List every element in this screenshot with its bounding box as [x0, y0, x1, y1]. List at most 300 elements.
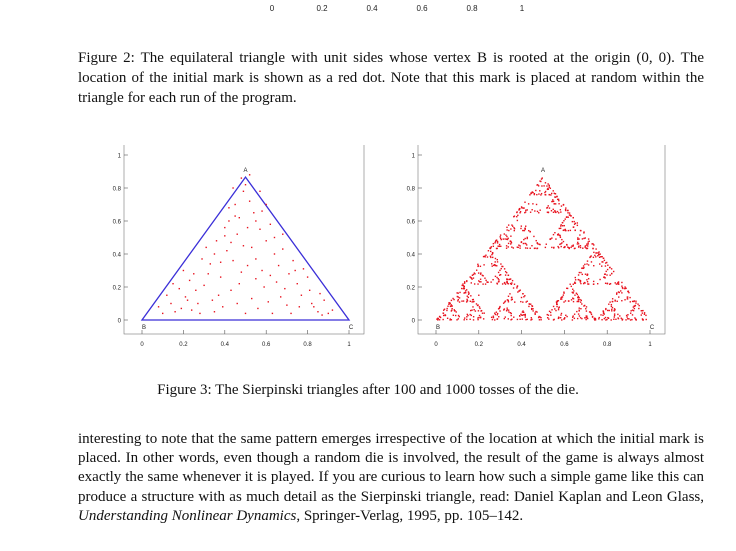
data-point [558, 247, 559, 248]
data-point [481, 310, 482, 311]
data-point [491, 263, 492, 264]
data-point [261, 270, 262, 271]
data-point [461, 288, 462, 289]
data-point [630, 310, 631, 311]
data-point [292, 260, 293, 261]
data-point [498, 281, 499, 282]
data-point [497, 261, 498, 262]
data-point [195, 290, 196, 291]
data-point [521, 241, 522, 242]
data-point [601, 319, 602, 320]
data-point [558, 309, 559, 310]
data-point [517, 319, 518, 320]
data-point [274, 237, 275, 238]
data-point [564, 225, 565, 226]
data-point [500, 274, 501, 275]
data-point [469, 319, 470, 320]
data-point [474, 272, 475, 273]
data-point [547, 314, 548, 315]
data-point [508, 296, 509, 297]
data-point [474, 283, 475, 284]
data-point [522, 207, 523, 208]
data-point [249, 174, 250, 175]
data-point [528, 230, 529, 231]
data-point [618, 291, 619, 292]
data-point [479, 308, 480, 309]
data-point [520, 301, 521, 302]
data-point [609, 284, 610, 285]
data-point [532, 192, 533, 193]
data-point [614, 316, 615, 317]
data-point [457, 300, 458, 301]
data-point [600, 314, 601, 315]
data-point [572, 221, 573, 222]
data-point [513, 287, 514, 288]
data-point [311, 303, 312, 304]
data-point [561, 239, 562, 240]
data-point [301, 295, 302, 296]
data-point [540, 194, 541, 195]
data-point [605, 265, 606, 266]
data-point [574, 224, 575, 225]
data-point [505, 271, 506, 272]
data-point [627, 318, 628, 319]
data-point [563, 318, 564, 319]
vertex-label-c: C [348, 325, 354, 331]
data-point [547, 188, 548, 189]
data-point [572, 319, 573, 320]
data-point [462, 285, 463, 286]
data-point [520, 228, 521, 229]
data-point [641, 310, 642, 311]
data-point [583, 231, 584, 232]
data-point [645, 315, 646, 316]
data-point [530, 212, 531, 213]
data-point [530, 193, 531, 194]
data-point [536, 194, 537, 195]
data-point [554, 308, 555, 309]
data-point [518, 244, 519, 245]
data-point [615, 319, 616, 320]
data-point [574, 248, 575, 249]
data-point [508, 318, 509, 319]
data-point [510, 240, 511, 241]
data-point [490, 256, 491, 257]
data-point [566, 288, 567, 289]
data-point [479, 315, 480, 316]
data-point [313, 306, 314, 307]
data-point [532, 308, 533, 309]
data-point [584, 317, 585, 318]
y-tick-label: 0.6 [406, 219, 415, 226]
data-point [558, 200, 559, 201]
data-point [609, 275, 610, 276]
data-point [579, 234, 580, 235]
data-point [499, 246, 500, 247]
data-point [507, 281, 508, 282]
data-point [482, 313, 483, 314]
data-point [593, 265, 594, 266]
data-point [172, 283, 173, 284]
data-point [496, 265, 497, 266]
data-point [508, 301, 509, 302]
data-point [255, 278, 256, 279]
data-point [580, 301, 581, 302]
data-point [487, 282, 488, 283]
data-point [497, 242, 498, 243]
data-point [560, 314, 561, 315]
data-point [569, 284, 570, 285]
vertex-label-c: C [649, 325, 655, 331]
data-point [504, 268, 505, 269]
data-point [466, 281, 467, 282]
data-point [585, 274, 586, 275]
data-point [467, 300, 468, 301]
data-point [587, 241, 588, 242]
data-point [482, 283, 483, 284]
data-point [478, 310, 479, 311]
data-point [205, 247, 206, 248]
data-point [510, 228, 511, 229]
data-point [534, 210, 535, 211]
data-point [496, 248, 497, 249]
data-point [627, 298, 628, 299]
data-point [446, 310, 447, 311]
data-point [307, 276, 308, 277]
data-point [593, 252, 594, 253]
data-point [527, 238, 528, 239]
data-point [538, 193, 539, 194]
data-point [617, 283, 618, 284]
data-point [549, 311, 550, 312]
data-point [575, 277, 576, 278]
data-point [497, 314, 498, 315]
data-point [255, 220, 256, 221]
data-point [577, 242, 578, 243]
data-point [507, 238, 508, 239]
top-tick: 0.2 [316, 4, 328, 13]
data-point [189, 280, 190, 281]
data-point [511, 313, 512, 314]
data-point [583, 283, 584, 284]
data-point [599, 253, 600, 254]
data-point [185, 296, 186, 297]
data-point [560, 237, 561, 238]
data-point [214, 253, 215, 254]
data-point [443, 312, 444, 313]
data-point [531, 209, 532, 210]
data-point [646, 319, 647, 320]
data-point [471, 282, 472, 283]
data-point [593, 284, 594, 285]
data-point [491, 317, 492, 318]
data-point [568, 230, 569, 231]
data-point [439, 319, 440, 320]
y-tick-label: 0 [117, 318, 121, 325]
data-point [580, 283, 581, 284]
top-tick: 0.4 [366, 4, 378, 13]
data-point [604, 260, 605, 261]
data-point [505, 274, 506, 275]
data-point [447, 306, 448, 307]
data-point [527, 209, 528, 210]
data-point [512, 280, 513, 281]
data-point [506, 236, 507, 237]
data-point [517, 215, 518, 216]
data-point [162, 313, 163, 314]
data-point [591, 314, 592, 315]
data-point [583, 268, 584, 269]
data-point [473, 309, 474, 310]
data-point [524, 238, 525, 239]
data-point [263, 286, 264, 287]
data-point [588, 243, 589, 244]
data-point [473, 316, 474, 317]
data-point [239, 217, 240, 218]
data-point [593, 281, 594, 282]
body-text-part2: , Springer-Verlag, 1995, pp. 105–142. [296, 507, 524, 524]
data-point [451, 310, 452, 311]
data-point [611, 306, 612, 307]
top-tick: 1 [519, 4, 525, 13]
data-point [553, 234, 554, 235]
data-point [618, 318, 619, 319]
data-point [628, 318, 629, 319]
data-point [609, 267, 610, 268]
data-point [578, 313, 579, 314]
x-tick-label: 1 [347, 342, 351, 348]
data-point [478, 272, 479, 273]
data-point [510, 243, 511, 244]
data-point [485, 283, 486, 284]
data-point [614, 315, 615, 316]
data-point [595, 248, 596, 249]
data-point [637, 303, 638, 304]
data-point [561, 246, 562, 247]
data-point [531, 308, 532, 309]
data-point [228, 207, 229, 208]
data-point [527, 301, 528, 302]
data-point [551, 210, 552, 211]
data-point [443, 315, 444, 316]
data-point [504, 301, 505, 302]
data-point [510, 235, 511, 236]
data-point [516, 212, 517, 213]
data-point [571, 299, 572, 300]
data-point [166, 295, 167, 296]
data-point [634, 300, 635, 301]
data-point [527, 247, 528, 248]
data-point [485, 280, 486, 281]
data-point [284, 288, 285, 289]
data-point [319, 293, 320, 294]
data-point [563, 301, 564, 302]
data-point [624, 299, 625, 300]
data-point [237, 234, 238, 235]
data-point [620, 290, 621, 291]
data-point [464, 292, 465, 293]
data-point [638, 308, 639, 309]
data-point [259, 229, 260, 230]
data-point [564, 317, 565, 318]
data-point [492, 279, 493, 280]
data-point [504, 233, 505, 234]
data-point [541, 185, 542, 186]
data-point [553, 201, 554, 202]
data-point [570, 230, 571, 231]
data-point [535, 190, 536, 191]
data-point [554, 203, 555, 204]
data-point [573, 298, 574, 299]
data-point [253, 212, 254, 213]
data-point [497, 259, 498, 260]
data-point [610, 319, 611, 320]
data-point [299, 306, 300, 307]
data-point [522, 301, 523, 302]
vertex-label-a: A [540, 168, 546, 175]
data-point [567, 246, 568, 247]
data-point [472, 299, 473, 300]
data-point [516, 216, 517, 217]
data-point [496, 311, 497, 312]
data-point [270, 224, 271, 225]
data-point [513, 247, 514, 248]
data-point [524, 230, 525, 231]
data-point [521, 225, 522, 226]
data-point [274, 253, 275, 254]
data-point [580, 280, 581, 281]
data-point [573, 227, 574, 228]
data-point [467, 315, 468, 316]
data-point [558, 317, 559, 318]
data-point [641, 314, 642, 315]
data-point [561, 313, 562, 314]
data-point [544, 192, 545, 193]
data-point [501, 268, 502, 269]
data-point [280, 296, 281, 297]
data-point [459, 301, 460, 302]
data-point [501, 239, 502, 240]
data-point [270, 275, 271, 276]
data-point [478, 280, 479, 281]
data-point [511, 319, 512, 320]
data-point [606, 271, 607, 272]
data-point [493, 317, 494, 318]
data-point [508, 243, 509, 244]
data-point [524, 295, 525, 296]
data-point [586, 310, 587, 311]
data-point [602, 315, 603, 316]
data-point [627, 314, 628, 315]
data-point [332, 309, 333, 310]
data-point [593, 257, 594, 258]
data-point [591, 243, 592, 244]
data-point [520, 314, 521, 315]
data-point [578, 243, 579, 244]
data-point [617, 314, 618, 315]
data-point [565, 315, 566, 316]
data-point [458, 318, 459, 319]
data-point [582, 238, 583, 239]
data-point [477, 283, 478, 284]
data-point [536, 184, 537, 185]
data-point [588, 283, 589, 284]
data-point [562, 225, 563, 226]
data-point [560, 317, 561, 318]
data-point [589, 257, 590, 258]
data-point [601, 256, 602, 257]
data-point [632, 309, 633, 310]
data-point [579, 299, 580, 300]
data-point [577, 222, 578, 223]
data-point [500, 263, 501, 264]
data-point [530, 303, 531, 304]
data-point [574, 318, 575, 319]
data-point [463, 300, 464, 301]
data-point [604, 318, 605, 319]
data-point [492, 252, 493, 253]
data-point [451, 308, 452, 309]
data-point [586, 317, 587, 318]
data-point [575, 230, 576, 231]
data-point [473, 301, 474, 302]
top-axis-ticks [0, 0, 736, 20]
data-point [606, 274, 607, 275]
data-point [578, 297, 579, 298]
data-point [635, 301, 636, 302]
data-point [635, 302, 636, 303]
data-point [559, 306, 560, 307]
data-point [555, 238, 556, 239]
data-point [495, 258, 496, 259]
data-point [438, 318, 439, 319]
data-point [638, 305, 639, 306]
data-point [477, 266, 478, 267]
data-point [560, 228, 561, 229]
data-point [531, 245, 532, 246]
data-point [568, 217, 569, 218]
data-point [547, 183, 548, 184]
data-point [477, 304, 478, 305]
data-point [605, 283, 606, 284]
data-point [553, 209, 554, 210]
data-point [598, 318, 599, 319]
data-point [566, 217, 567, 218]
data-point [536, 240, 537, 241]
data-point [522, 230, 523, 231]
data-point [571, 286, 572, 287]
data-point [547, 317, 548, 318]
data-point [573, 292, 574, 293]
data-point [630, 312, 631, 313]
data-point [493, 246, 494, 247]
data-point [551, 201, 552, 202]
data-point [442, 319, 443, 320]
data-point [452, 305, 453, 306]
data-point [550, 188, 551, 189]
data-point [523, 312, 524, 313]
data-point [563, 292, 564, 293]
data-point [464, 288, 465, 289]
data-point [473, 319, 474, 320]
data-point [508, 275, 509, 276]
data-point [509, 293, 510, 294]
data-point [508, 230, 509, 231]
data-point [499, 244, 500, 245]
data-point [587, 273, 588, 274]
data-point [604, 274, 605, 275]
data-point [487, 256, 488, 257]
